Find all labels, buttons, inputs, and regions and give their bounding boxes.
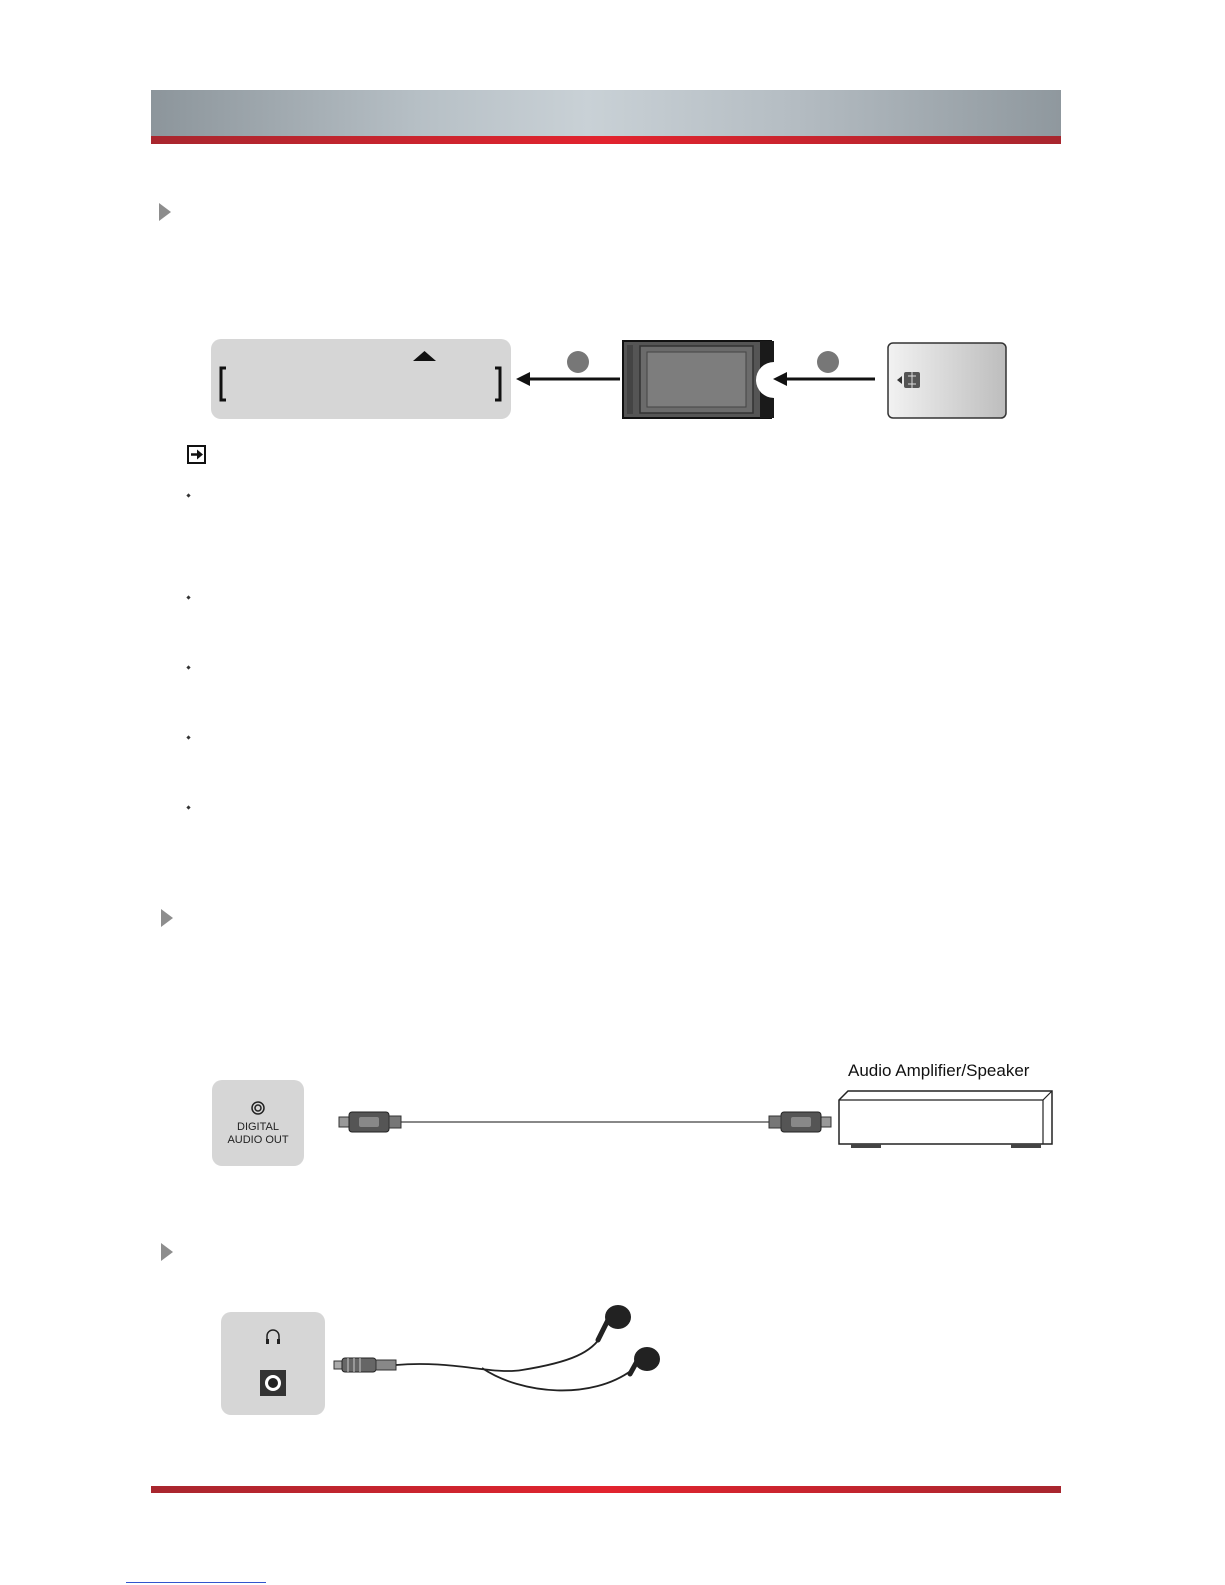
optical-jack-icon [250, 1100, 266, 1116]
digital-audio-label-line1: DIGITAL [237, 1121, 279, 1133]
bullet-icon [186, 735, 190, 739]
amplifier-icon [836, 1088, 1058, 1152]
bullet-icon [186, 595, 190, 599]
bullet-icon [186, 665, 190, 669]
section-marker-icon [159, 203, 171, 221]
ci-module-diagram [514, 340, 1014, 425]
bullet-icon [186, 805, 190, 809]
digital-audio-label-line2: AUDIO OUT [227, 1134, 289, 1146]
header-bar [151, 90, 1061, 136]
optical-cable-icon [335, 1108, 835, 1136]
footer-link-underline [126, 1582, 266, 1583]
headphone-jack-icon [259, 1369, 287, 1397]
bullet-icon [186, 493, 190, 497]
ci-slot-panel [211, 339, 511, 419]
smart-card-icon [888, 343, 1006, 418]
ci-slot-icon [211, 339, 511, 419]
step-1-circle [567, 351, 589, 373]
header-stripe [151, 136, 1061, 144]
ci-module-icon [623, 341, 774, 418]
amplifier-label: Audio Amplifier/Speaker [848, 1061, 1030, 1080]
step-2-circle [817, 351, 839, 373]
earphones-icon [332, 1300, 672, 1410]
digital-audio-panel [212, 1080, 304, 1166]
note-icon [187, 445, 207, 464]
section-marker-icon [161, 909, 173, 927]
footer-stripe [151, 1486, 1061, 1493]
headphone-panel [221, 1312, 325, 1415]
headphone-icon [265, 1328, 281, 1346]
section-marker-icon [161, 1243, 173, 1261]
